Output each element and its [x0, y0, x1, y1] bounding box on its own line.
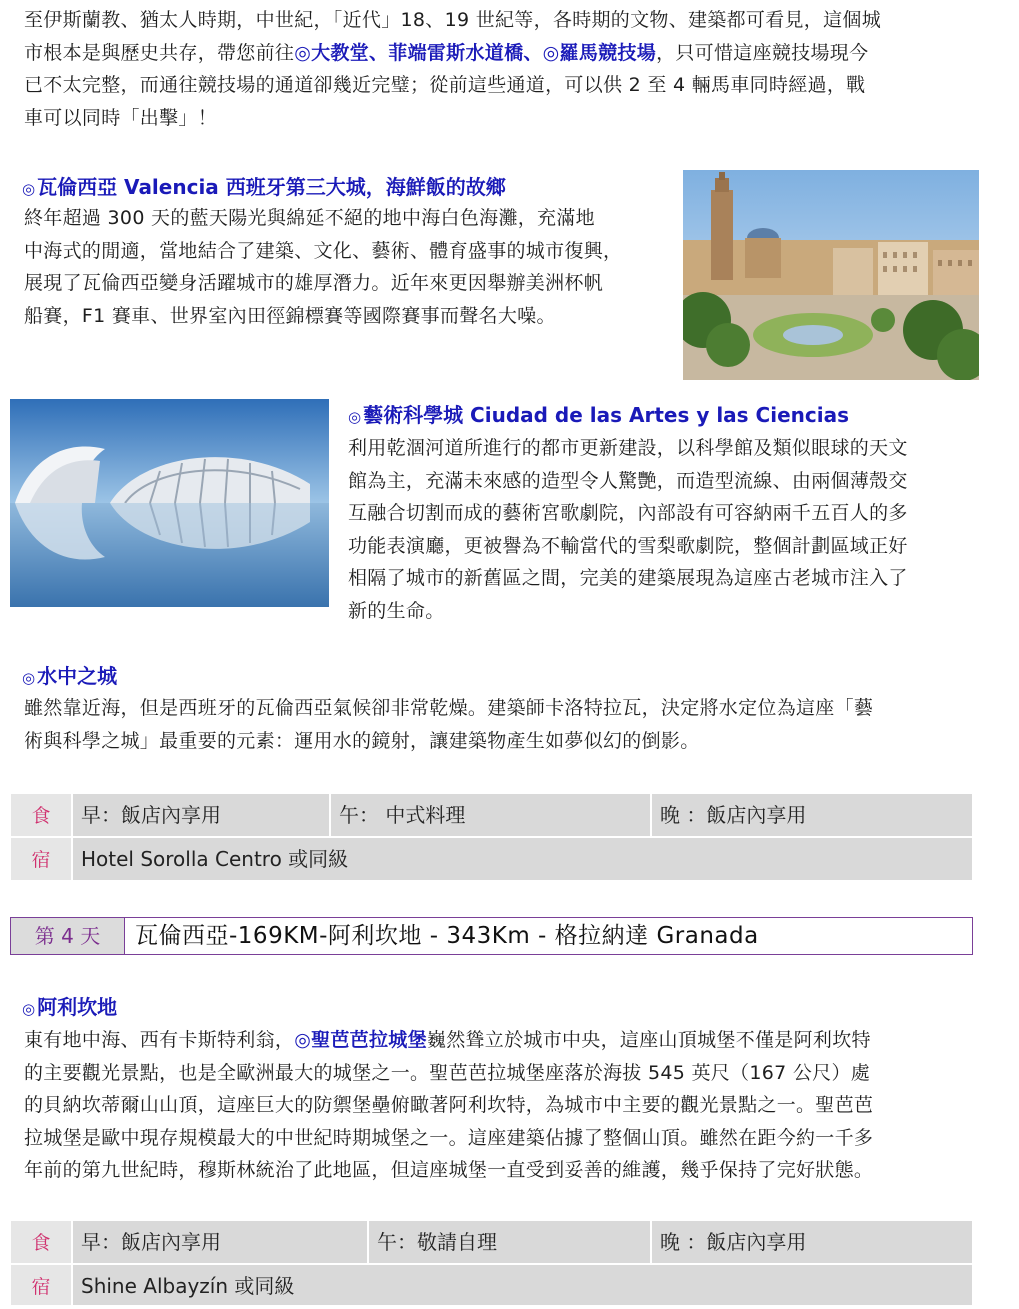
- alicante-line: 拉城堡是歐中現存規模最大的中世紀時期城堡之一。這座建築佔據了整個山頂。雖然在距今約一千多: [24, 1126, 874, 1149]
- breakfast-cell: 早：飯店內享用: [72, 1220, 368, 1264]
- lunch-cell: 午：敬請自理: [368, 1220, 651, 1264]
- meal-tag: 食: [10, 1220, 72, 1264]
- intro-line-2: [24, 37, 984, 70]
- bullet-icon: ◎: [22, 669, 36, 687]
- hotel-cell: Hotel Sorolla Centro 或同級: [72, 837, 973, 881]
- valencia-city-photo: [683, 170, 979, 380]
- bullet-icon: ◎: [22, 180, 36, 198]
- intro-line-2-start: 市根本是與歷史共存，帶您前往: [24, 41, 295, 64]
- intro-paragraph: [24, 4, 984, 134]
- bullet-icon: ◎: [22, 1000, 36, 1018]
- alicante-heading: [22, 992, 117, 1024]
- day-number-tag: 第 4 天: [11, 918, 125, 954]
- alicante-paragraph: [24, 1024, 984, 1187]
- dinner-cell: 晚 ：飯店內享用: [651, 1220, 973, 1264]
- day-route-title: 瓦倫西亞-169KM-阿利坎地 - 343Km - 格拉納達 Granada: [135, 923, 759, 949]
- valencia-paragraph: [24, 202, 664, 332]
- santa-barbara-castle-highlight: ◎聖芭芭拉城堡: [294, 1029, 427, 1051]
- valencia-line: 船賽，F1 賽車、世界室內田徑錦標賽等國際賽事而聲名大噪。: [24, 304, 556, 327]
- alicante-line-1-end: 巍然聳立於城市中央，這座山頂城堡不僅是阿利坎特: [426, 1029, 871, 1051]
- arts-line: 功能表演廳，更被譽為不輸當代的雪梨歌劇院，整個計劃區域正好: [348, 534, 908, 557]
- water-city-paragraph: [24, 692, 984, 757]
- hotel-tag: 宿: [10, 837, 72, 881]
- hotel-tag: 宿: [10, 1264, 72, 1306]
- arts-heading: [348, 400, 849, 432]
- arts-heading-text: 藝術科學城 Ciudad de las Artes y las Ciencias: [363, 403, 849, 427]
- alicante-line: 的貝納坎蒂爾山山頂，這座巨大的防禦堡壘俯瞰著阿利坎特，為城市中主要的觀光景點之一。聖芭芭: [24, 1094, 874, 1116]
- arts-line: 館為主，充滿未來感的造型令人驚艷，而造型流線、由兩個薄殼交: [348, 469, 908, 492]
- day-header: [10, 917, 973, 955]
- arts-line: 相隔了城市的新舊區之間，完美的建築展現為這座古老城市注入了: [348, 567, 908, 589]
- intro-line-2-end: ，只可惜這座競技場現今: [656, 41, 869, 64]
- arts-line: 互融合切割而成的藝術宮歌劇院，內部設有可容納兩千五百人的多: [348, 502, 908, 524]
- water-city-heading-text: 水中之城: [37, 664, 118, 688]
- alicante-line: 的主要觀光景點，也是全歐洲最大的城堡之一。聖芭芭拉城堡座落於海拔 545 英尺（167 公尺）處: [24, 1061, 871, 1084]
- intro-highlight-attractions: ◎大教堂、菲端雷斯水道橋、◎羅馬競技場: [294, 41, 657, 64]
- valencia-line: 終年超過 300 天的藍天陽光與綿延不絕的地中海白色海灘，充滿地: [24, 207, 595, 229]
- breakfast-cell: 早：飯店內享用: [72, 793, 330, 837]
- water-city-heading: [22, 661, 117, 693]
- intro-line-1: 至伊斯蘭教、猶太人時期，中世紀，「近代」18、19 世紀等，各時期的文物、建築都可看見，這個城: [24, 9, 881, 31]
- water-line: 術與科學之城」最重要的元素：運用水的鏡射，讓建築物產生如夢似幻的倒影。: [24, 729, 700, 752]
- hotel-cell: Shine Albayzín 或同級: [72, 1264, 973, 1306]
- arts-paragraph: [348, 432, 978, 627]
- valencia-heading: [22, 172, 506, 204]
- arts-sciences-photo: [10, 399, 329, 607]
- valencia-line: 展現了瓦倫西亞變身活躍城市的雄厚潛力。近年來更因舉辦美洲杯帆: [24, 272, 604, 294]
- arts-line: 利用乾涸河道所進行的都市更新建設，以科學館及類似眼球的天文: [348, 437, 908, 459]
- bullet-icon: ◎: [348, 408, 362, 426]
- arts-line: 新的生命。: [348, 599, 445, 622]
- alicante-line-1-start: 東有地中海、西有卡斯特利翁，: [24, 1029, 295, 1051]
- dinner-cell: 晚 ：飯店內享用: [651, 793, 973, 837]
- alicante-heading-text: 阿利坎地: [37, 995, 118, 1019]
- valencia-heading-text: 瓦倫西亞 Valencia 西班牙第三大城，海鮮飯的故鄉: [37, 175, 506, 199]
- meal-tag: 食: [10, 793, 72, 837]
- alicante-line: 年前的第九世紀時，穆斯林統治了此地區，但這座城堡一直受到妥善的維護，幾乎保持了完好狀態。: [24, 1159, 874, 1181]
- lunch-cell: 午： 中式料理: [330, 793, 651, 837]
- water-line: 雖然靠近海，但是西班牙的瓦倫西亞氣候卻非常乾燥。建築師卡洛特拉瓦，決定將水定位為這座「藝: [24, 697, 874, 719]
- intro-line-3: 已不太完整，而通往競技場的通道卻幾近完璧；從前這些通道，可以供 2 至 4 輛馬車同時經過，戰: [24, 74, 866, 96]
- intro-line-4: 車可以同時「出擊」！: [24, 106, 218, 129]
- valencia-line: 中海式的閒適，當地結合了建築、文化、藝術、體育盛事的城市復興，: [24, 239, 623, 262]
- alicante-line-1: [24, 1024, 984, 1057]
